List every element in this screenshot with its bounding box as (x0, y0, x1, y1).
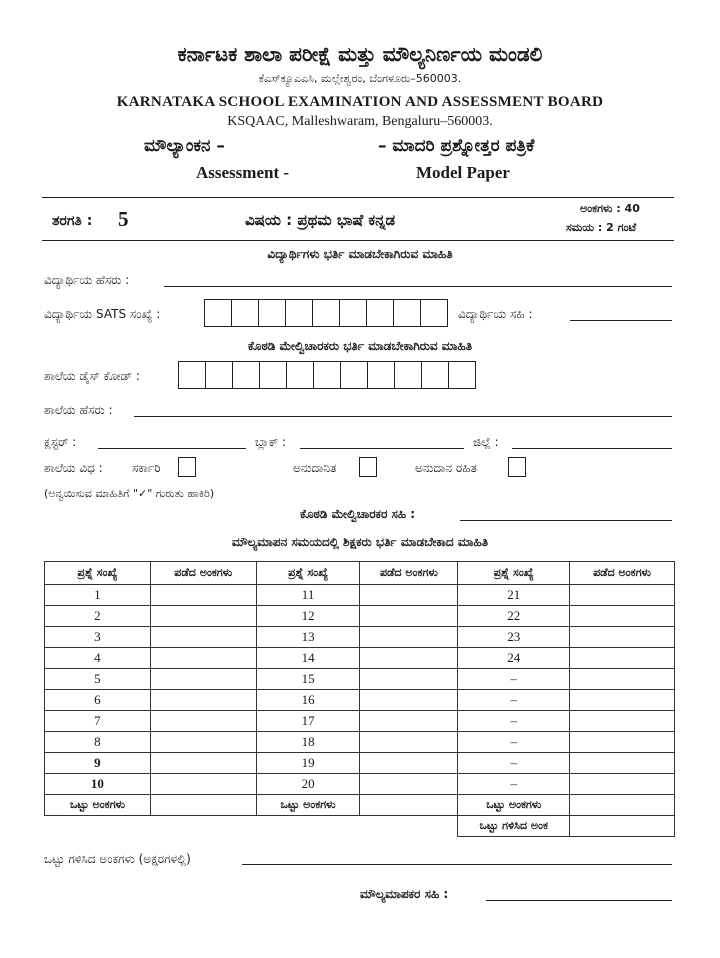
marks-cell[interactable] (150, 669, 256, 690)
supervisor-signature-label: ಕೊಠಡಿ ಮೇಲ್ವಿಚಾರಕರ ಸಹಿ : (300, 507, 416, 521)
sats-number-boxes[interactable] (204, 299, 448, 327)
type-unaided-label: ಅನುದಾನ ರಹಿತ (415, 461, 477, 475)
marks-cell[interactable] (570, 711, 675, 732)
marks-cell[interactable] (360, 648, 458, 669)
marks-cell[interactable] (570, 732, 675, 753)
marks-table (44, 561, 675, 837)
question-number-cell: – (458, 669, 570, 690)
marks-cell[interactable] (360, 753, 458, 774)
question-number-cell: 23 (458, 627, 570, 648)
question-number-cell: 7 (45, 711, 151, 732)
model-paper-kannada: – ಮಾದರಿ ಪ್ರಶ್ನೋತ್ತರ ಪತ್ರಿಕೆ (378, 136, 535, 156)
district-label: ಜಿಲ್ಲೆ : (473, 435, 499, 449)
marks-cell[interactable] (360, 774, 458, 795)
question-number-cell: 20 (256, 774, 360, 795)
table-row (45, 753, 675, 774)
type-unaided-checkbox[interactable] (508, 457, 526, 477)
time-allowed: ಸಮಯ : 2 ಗಂಟೆ (566, 221, 637, 234)
table-row (45, 606, 675, 627)
grand-total-cell[interactable] (570, 816, 675, 837)
question-number-cell: 17 (256, 711, 360, 732)
question-number-cell: 11 (256, 585, 360, 606)
col-marks-obtained: ಪಡೆದ ಅಂಕಗಳು (150, 562, 256, 585)
board-title-english: KARNATAKA SCHOOL EXAMINATION AND ASSESSMENT BOARD (116, 94, 604, 110)
marks-cell[interactable] (570, 774, 675, 795)
evaluation-section-title: ಮೌಲ್ಯಮಾಪನ ಸಮಯದಲ್ಲಿ ಶಿಕ್ಷಕರು ಭರ್ತಿ ಮಾಡಬೇಕಾದ ಮಾಹಿತಿ (231, 535, 489, 549)
total-in-words-label: ಒಟ್ಟು ಗಳಿಸಿದ ಅಂಕಗಳು (ಅಕ್ಷರಗಳಲ್ಲಿ) (44, 852, 191, 866)
question-number-cell: 3 (45, 627, 151, 648)
assessment-kannada: ಮೌಲ್ಯಾಂಕನ – (144, 136, 225, 156)
student-name-label: ವಿದ್ಯಾರ್ಥಿಯ ಹೆಸರು : (44, 273, 130, 287)
question-number-cell: 24 (458, 648, 570, 669)
total-cell[interactable] (570, 795, 675, 816)
question-number-cell: 16 (256, 690, 360, 711)
grand-total-label: ಒಟ್ಟು ಗಳಿಸಿದ ಅಂಕ (458, 816, 570, 837)
block-field[interactable] (300, 448, 464, 449)
assessment-english: Assessment - (196, 163, 290, 182)
marks-cell[interactable] (360, 627, 458, 648)
sats-label: ವಿದ್ಯಾರ್ಥಿಯ SATS ಸಂಖ್ಯೆ : (44, 307, 161, 321)
marks-cell[interactable] (360, 690, 458, 711)
marks-cell[interactable] (360, 606, 458, 627)
question-number-cell: 18 (256, 732, 360, 753)
marks-cell[interactable] (360, 669, 458, 690)
school-name-label: ಶಾಲೆಯ ಹೆಸರು : (44, 403, 113, 417)
student-name-field[interactable] (164, 286, 672, 287)
col-question-number: ಪ್ರಶ್ನೆ ಸಂಖ್ಯೆ (45, 562, 151, 585)
type-government-checkbox[interactable] (178, 457, 196, 477)
class-label: ತರಗತಿ : (52, 213, 93, 229)
divider-top (42, 197, 674, 198)
question-number-cell: 5 (45, 669, 151, 690)
total-cell[interactable] (150, 795, 256, 816)
question-number-cell: – (458, 711, 570, 732)
marks-cell[interactable] (150, 711, 256, 732)
table-row (45, 585, 675, 606)
marks-cell[interactable] (570, 606, 675, 627)
tick-instruction: (ಅನ್ವಯಿಸುವ ಮಾಹಿತಿಗೆ "✓" ಗುರುತು ಹಾಕಿರಿ) (44, 487, 215, 500)
total-row (45, 795, 675, 816)
table-row (45, 774, 675, 795)
dise-code-label: ಶಾಲೆಯ ಡೈಸ್ ಕೋಡ್ : (44, 369, 140, 383)
table-row (45, 690, 675, 711)
table-row (45, 627, 675, 648)
question-number-cell: 15 (256, 669, 360, 690)
question-number-cell: 14 (256, 648, 360, 669)
marks-cell[interactable] (360, 585, 458, 606)
marks-cell[interactable] (150, 690, 256, 711)
student-signature-field[interactable] (570, 320, 672, 321)
col-marks-obtained: ಪಡೆದ ಅಂಕಗಳು (360, 562, 458, 585)
col-marks-obtained: ಪಡೆದ ಅಂಕಗಳು (570, 562, 675, 585)
evaluator-signature-label: ಮೌಲ್ಯಮಾಪಕರ ಸಹಿ : (360, 887, 449, 901)
question-number-cell: 2 (45, 606, 151, 627)
class-value: 5 (118, 207, 129, 231)
question-number-cell: – (458, 753, 570, 774)
question-number-cell: 13 (256, 627, 360, 648)
marks-cell[interactable] (150, 774, 256, 795)
marks-cell[interactable] (150, 753, 256, 774)
total-in-words-field[interactable] (242, 864, 672, 865)
marks-cell[interactable] (570, 648, 675, 669)
marks-cell[interactable] (150, 606, 256, 627)
question-number-cell: 12 (256, 606, 360, 627)
evaluator-signature-field[interactable] (486, 900, 672, 901)
marks-cell[interactable] (150, 648, 256, 669)
question-number-cell: 9 (45, 753, 151, 774)
student-section-title: ವಿದ್ಯಾರ್ಥಿಗಳು ಭರ್ತಿ ಮಾಡಬೇಕಾಗಿರುವ ಮಾಹಿತಿ (267, 247, 453, 261)
question-number-cell: 19 (256, 753, 360, 774)
marks-cell[interactable] (150, 585, 256, 606)
total-label: ಒಟ್ಟು ಅಂಕಗಳು (45, 795, 151, 816)
marks-cell[interactable] (570, 627, 675, 648)
marks-cell[interactable] (570, 585, 675, 606)
table-row (45, 732, 675, 753)
question-number-cell: 21 (458, 585, 570, 606)
question-number-cell: 10 (45, 774, 151, 795)
col-question-number: ಪ್ರಶ್ನೆ ಸಂಖ್ಯೆ (458, 562, 570, 585)
marks-cell[interactable] (150, 732, 256, 753)
table-row (45, 648, 675, 669)
question-number-cell: – (458, 774, 570, 795)
question-number-cell: 4 (45, 648, 151, 669)
question-number-cell: – (458, 690, 570, 711)
student-signature-label: ವಿದ್ಯಾರ್ಥಿಯ ಸಹಿ : (458, 307, 533, 321)
marks-cell[interactable] (570, 669, 675, 690)
type-aided-label: ಅನುದಾನಿತ (293, 461, 337, 475)
dise-code-boxes[interactable] (178, 361, 476, 389)
table-row (45, 669, 675, 690)
school-type-label: ಶಾಲೆಯ ವಿಧ : (44, 461, 103, 475)
total-marks: ಅಂಕಗಳು : 40 (580, 202, 640, 215)
district-field[interactable] (512, 448, 672, 449)
grand-total-row (45, 816, 675, 837)
marks-cell[interactable] (360, 711, 458, 732)
divider-info (42, 240, 674, 241)
marks-cell[interactable] (570, 753, 675, 774)
question-number-cell: 1 (45, 585, 151, 606)
marks-cell[interactable] (570, 690, 675, 711)
school-name-field[interactable] (134, 416, 672, 417)
question-number-cell: 22 (458, 606, 570, 627)
question-number-cell: 8 (45, 732, 151, 753)
marks-cell[interactable] (150, 627, 256, 648)
cluster-label: ಕ್ಲಸ್ಟರ್ : (44, 435, 77, 449)
type-government-label: ಸರ್ಕಾರಿ (132, 461, 161, 475)
table-header-row (45, 562, 675, 585)
question-number-cell: – (458, 732, 570, 753)
model-paper-english: Model Paper (416, 163, 510, 182)
type-aided-checkbox[interactable] (359, 457, 377, 477)
block-label: ಬ್ಲಾಕ್ : (255, 435, 287, 449)
board-address-english: KSQAAC, Malleshwaram, Bengaluru–560003. (227, 114, 493, 129)
total-cell[interactable] (360, 795, 458, 816)
question-number-cell: 6 (45, 690, 151, 711)
subject-label: ವಿಷಯ : ಪ್ರಥಮ ಭಾಷೆ ಕನ್ನಡ (245, 211, 396, 229)
board-address-kannada: ಕೆಎಸ್‌ಕ್ಯೂಎಎಸಿ, ಮಲ್ಲೇಶ್ವರಂ, ಬೆಂಗಳೂರು–560003. (258, 72, 462, 85)
total-label: ಒಟ್ಟು ಅಂಕಗಳು (458, 795, 570, 816)
table-row (45, 711, 675, 732)
supervisor-signature-field[interactable] (460, 520, 672, 521)
total-label: ಒಟ್ಟು ಅಂಕಗಳು (256, 795, 360, 816)
supervisor-section-title: ಕೊಠಡಿ ಮೇಲ್ವಿಚಾರಕರು ಭರ್ತಿ ಮಾಡಬೇಕಾಗಿರುವ ಮಾಹಿತಿ (247, 339, 473, 353)
col-question-number: ಪ್ರಶ್ನೆ ಸಂಖ್ಯೆ (256, 562, 360, 585)
board-title-kannada: ಕರ್ನಾಟಕ ಶಾಲಾ ಪರೀಕ್ಷೆ ಮತ್ತು ಮೌಲ್ಯನಿರ್ಣಯ ಮಂಡಲಿ (177, 42, 543, 66)
cluster-field[interactable] (98, 448, 246, 449)
marks-cell[interactable] (360, 732, 458, 753)
